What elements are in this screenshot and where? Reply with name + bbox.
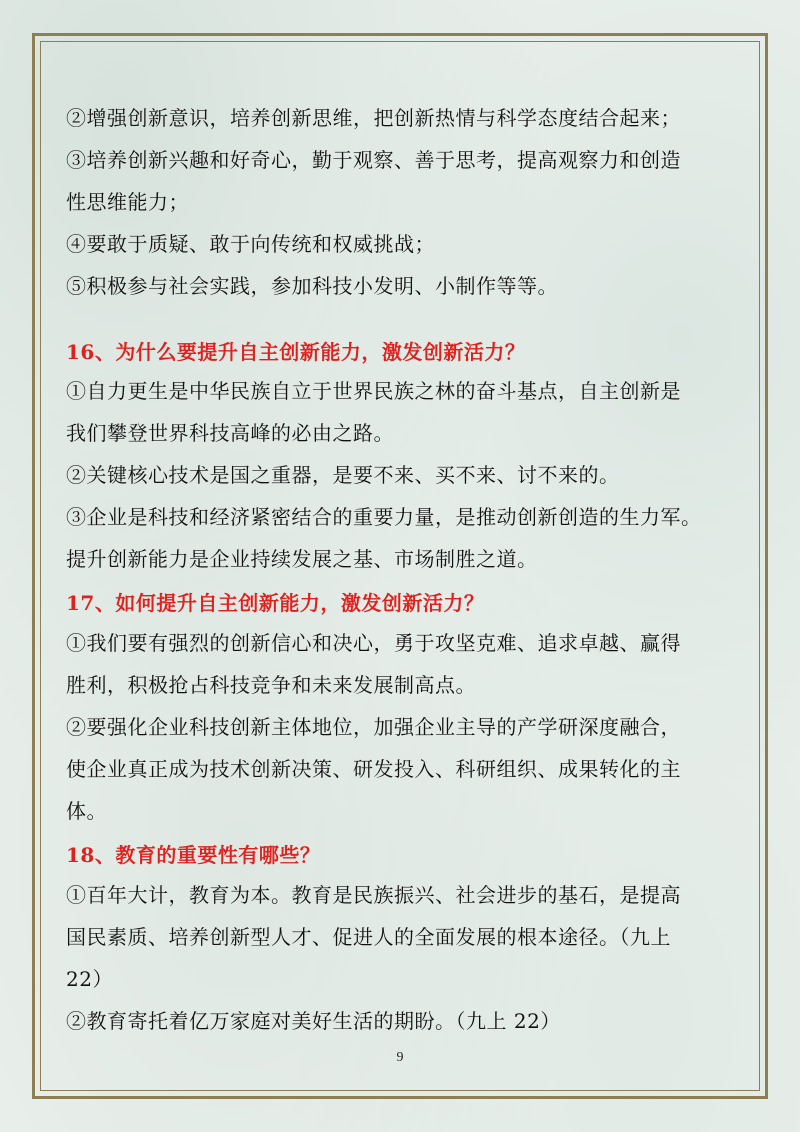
answer-line: 22） xyxy=(66,967,113,991)
question-heading-16: 16、为什么要提升自主创新能力，激发创新活力？ xyxy=(66,340,526,364)
answer-line: ③企业是科技和经济紧密结合的重要力量，是推动创新创造的生力军。 xyxy=(66,505,702,529)
list-item: ⑤积极参与社会实践，参加科技小发明、小制作等等。 xyxy=(66,274,558,298)
answer-line: 提升创新能力是企业持续发展之基、市场制胜之道。 xyxy=(66,547,538,571)
page-number: 9 xyxy=(396,1050,404,1065)
list-item: ②增强创新意识，培养创新思维，把创新热情与科学态度结合起来； xyxy=(66,106,681,130)
answer-line: ②教育寄托着亿万家庭对美好生活的期盼。（九上 22） xyxy=(66,1009,561,1033)
answer-line: ①我们要有强烈的创新信心和决心，勇于攻坚克难、追求卓越、赢得 xyxy=(66,631,681,655)
list-item: 性思维能力； xyxy=(66,190,189,214)
answer-line: ②关键核心技术是国之重器，是要不来、买不来、讨不来的。 xyxy=(66,463,620,487)
answer-line: ①自力更生是中华民族自立于世界民族之林的奋斗基点，自主创新是 xyxy=(66,379,681,403)
question-heading-17: 17、如何提升自主创新能力，激发创新活力？ xyxy=(66,591,485,615)
answer-line: ①百年大计，教育为本。教育是民族振兴、社会进步的基石，是提高 xyxy=(66,883,681,907)
answer-line: 使企业真正成为技术创新决策、研发投入、科研组织、成果转化的主 xyxy=(66,757,681,781)
question-heading-18: 18、教育的重要性有哪些？ xyxy=(66,843,321,867)
answer-line: 胜利，积极抢占科技竞争和未来发展制高点。 xyxy=(66,673,476,697)
answer-line: 国民素质、培养创新型人才、促进人的全面发展的根本途径。（九上 xyxy=(66,925,671,949)
answer-line: 体。 xyxy=(66,799,107,823)
list-item: ④要敢于质疑、敢于向传统和权威挑战； xyxy=(66,232,435,256)
answer-line: 我们攀登世界科技高峰的必由之路。 xyxy=(66,421,394,445)
answer-line: ②要强化企业科技创新主体地位，加强企业主导的产学研深度融合， xyxy=(66,715,681,739)
list-item: ③培养创新兴趣和好奇心，勤于观察、善于思考，提高观察力和创造 xyxy=(66,148,681,172)
